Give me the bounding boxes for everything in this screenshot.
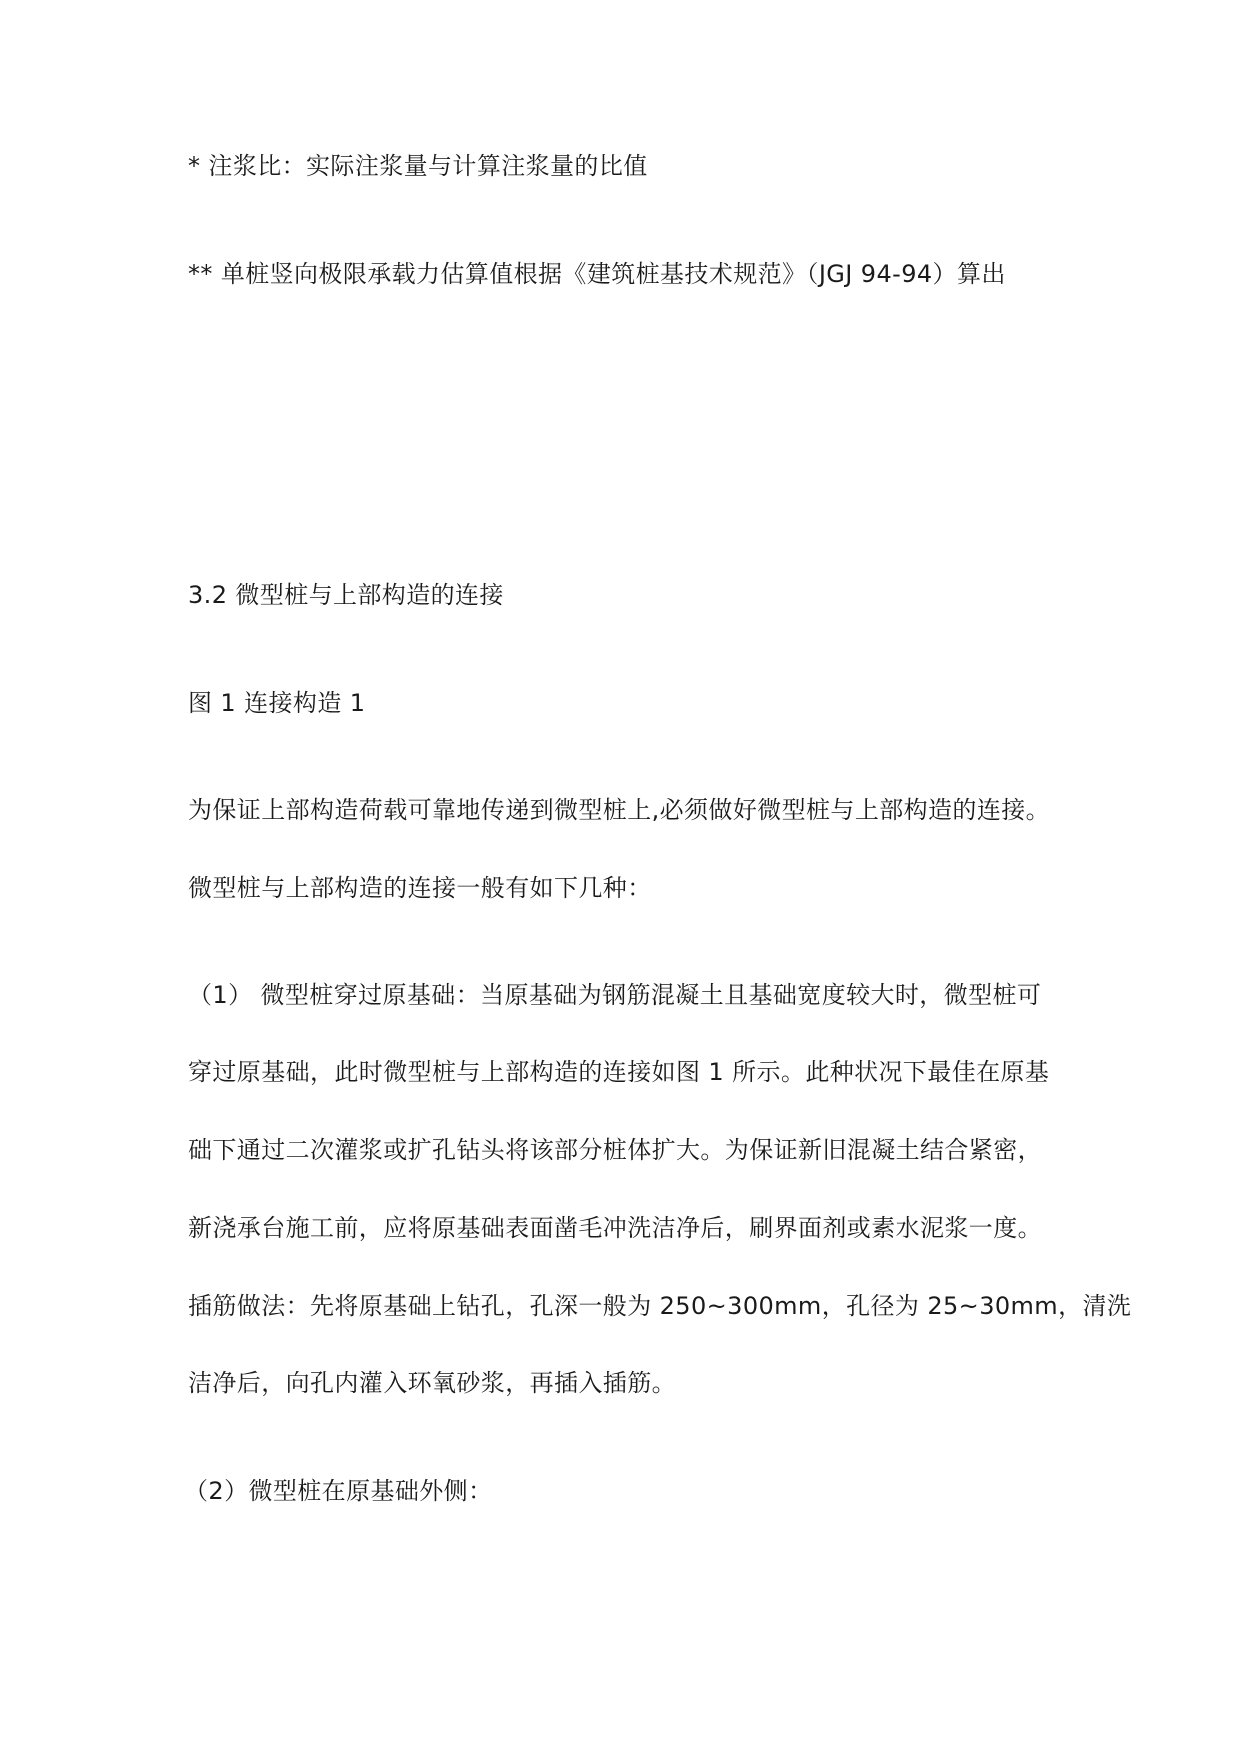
paragraph-line: 微型桩与上部构造的连接一般有如下几种： bbox=[188, 874, 652, 902]
section-heading: 3.2 微型桩与上部构造的连接 bbox=[188, 581, 504, 609]
paragraph-line: 穿过原基础，此时微型桩与上部构造的连接如图 1 所示。此种状况下最佳在原基 bbox=[188, 1058, 1050, 1086]
paragraph-line: 新浇承台施工前，应将原基础表面凿毛冲洗洁净后，刷界面剂或素水泥浆一度。 bbox=[188, 1214, 1042, 1242]
footnote-grouting-ratio: * 注浆比：实际注浆量与计算注浆量的比值 bbox=[188, 152, 648, 180]
paragraph-line: 础下通过二次灌浆或扩孔钻头将该部分桩体扩大。为保证新旧混凝土结合紧密， bbox=[188, 1136, 1042, 1164]
paragraph-line: （1） 微型桩穿过原基础：当原基础为钢筋混凝土且基础宽度较大时，微型桩可 bbox=[188, 981, 1042, 1009]
footnote-bearing-capacity: ** 单桩竖向极限承载力估算值根据《建筑桩基技术规范》（JGJ 94-94）算出 bbox=[188, 260, 1006, 288]
paragraph-line: （2）微型桩在原基础外侧： bbox=[184, 1477, 493, 1505]
paragraph-line: 插筋做法：先将原基础上钻孔，孔深一般为 250~300mm，孔径为 25~30mm，清洗 bbox=[188, 1292, 1132, 1320]
paragraph-line: 为保证上部构造荷载可靠地传递到微型桩上,必须做好微型桩与上部构造的连接。 bbox=[188, 796, 1051, 824]
figure-caption: 图 1 连接构造 1 bbox=[188, 689, 366, 717]
paragraph-line: 洁净后，向孔内灌入环氧砂浆，再插入插筋。 bbox=[188, 1369, 676, 1397]
